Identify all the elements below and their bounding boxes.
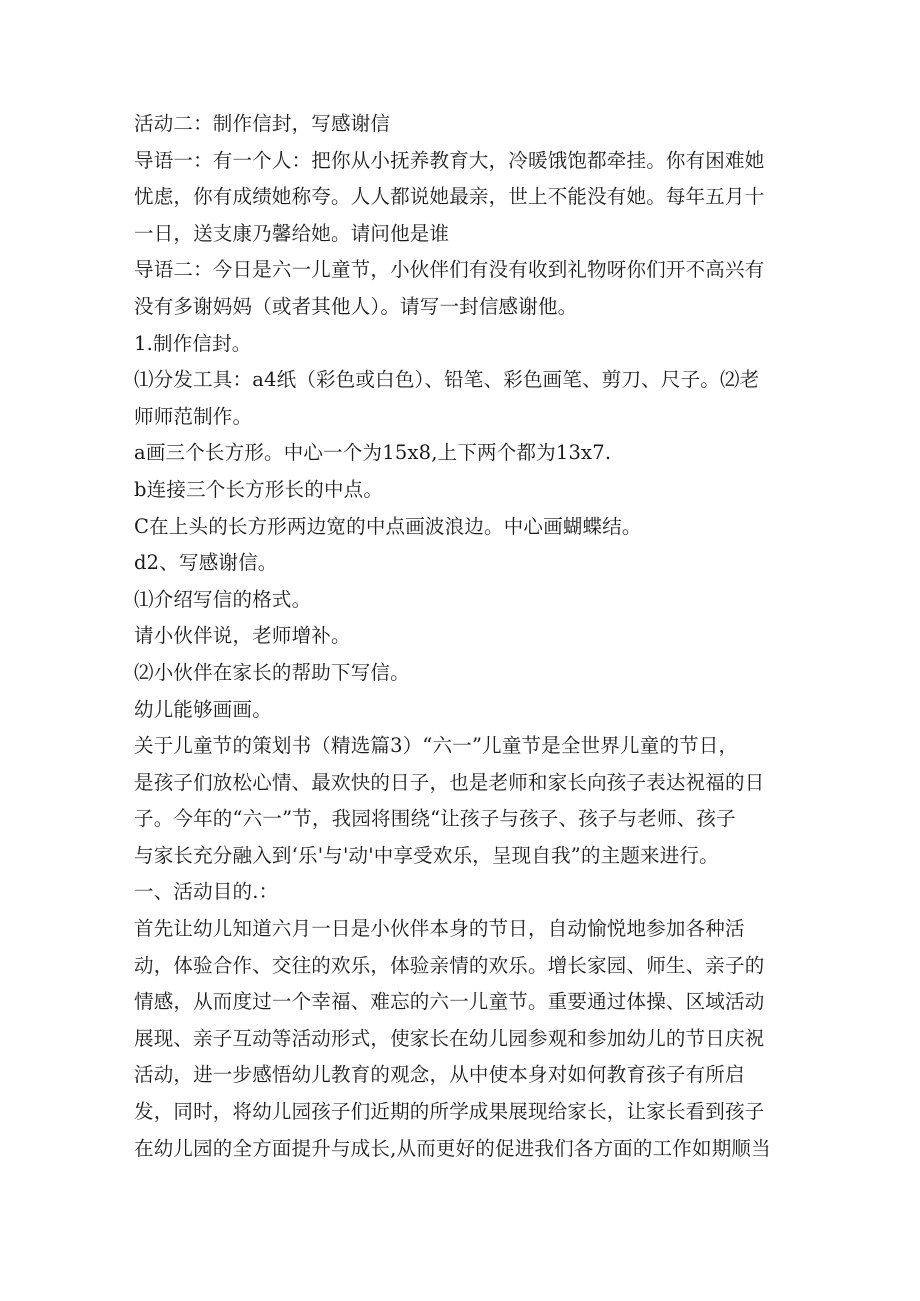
text-line: a画三个长方形。中心一个为15x8,上下两个都为13x7. [134,441,612,465]
text-line: b连接三个长方形长的中点。 [134,477,384,501]
text-line: 活动，进一步感悟幼儿教育的观念，从中使本身对如何教育孩子有所启 [134,1063,745,1087]
text-line: 展现、亲子互动等活动形式，使家长在幼儿园参观和参加幼儿的节日庆祝 [134,1026,765,1050]
text-line: 导语二：今日是六一儿童节，小伙伴们有没有收到礼物呀你们开不高兴有 [134,258,765,282]
text-line: 忧虑，你有成绩她称夸。人人都说她最亲，世上不能没有她。每年五月十 [134,185,765,209]
text-line: 没有多谢妈妈（或者其他人）。请写一封信感谢他。 [134,294,578,318]
text-line: 幼儿能够画画。 [134,697,272,721]
text-line: 一日，送支康乃馨给她。请问他是谁 [134,221,450,245]
text-line: ⑴介绍写信的格式。 [134,587,312,611]
text-line: 动，体验合作、交往的欢乐，体验亲情的欢乐。增长家园、师生、亲子的 [134,953,765,977]
text-line: d2、写感谢信。 [134,551,278,575]
text-line: 与家长充分融入到‘乐'与'动'中享受欢乐，呈现自我”的主题来进行。 [134,843,719,867]
text-line: 发，同时，将幼儿园孩子们近期的所学成果展现给家长，让家长看到孩子 [134,1100,765,1124]
text-line: 在幼儿园的全方面提升与成长,从而更好的促进我们各方面的工作如期顺当 [134,1136,771,1160]
text-line: 师师范制作。 [134,404,253,428]
text-line: 情感，从而度过一个幸福、难忘的六一儿童节。重要通过体操、区域活动 [134,990,765,1014]
text-line: 首先让幼儿知道六月一日是小伙伴本身的节日，自动愉悦地参加各种活 [134,917,745,941]
text-line: ⑵小伙伴在家长的帮助下写信。 [134,660,410,684]
text-line: 是孩子们放松心情、最欢快的日子，也是老师和家长向孩子表达祝福的日 [134,770,765,794]
text-line: 导语一：有一个人：把你从小抚养教育大，冷暖饿饱都牵挂。你有困难她 [134,148,765,172]
text-line: 一、活动目的.： [134,880,279,904]
text-line: 请小伙伴说，老师增补。 [134,624,351,648]
text-line: 活动二：制作信封，写感谢信 [134,112,391,135]
text-line: ⑴分发工具：a4纸（彩色或白色）、铅笔、彩色画笔、剪刀、尺子。⑵老 [134,368,760,392]
text-line: C在上头的长方形两边宽的中点画波浪边。中心画蝴蝶结。 [134,514,642,538]
text-line: 关于儿童节的策划书（精选篇3）“六一”儿童节是全世界儿童的节日， [134,734,739,758]
text-line: 1.制作信封。 [134,331,252,355]
document-body [134,106,786,1167]
text-line: 子。今年的“六一”节，我园将围绕“让孩子与孩子、孩子与老师、孩子 [134,807,736,831]
